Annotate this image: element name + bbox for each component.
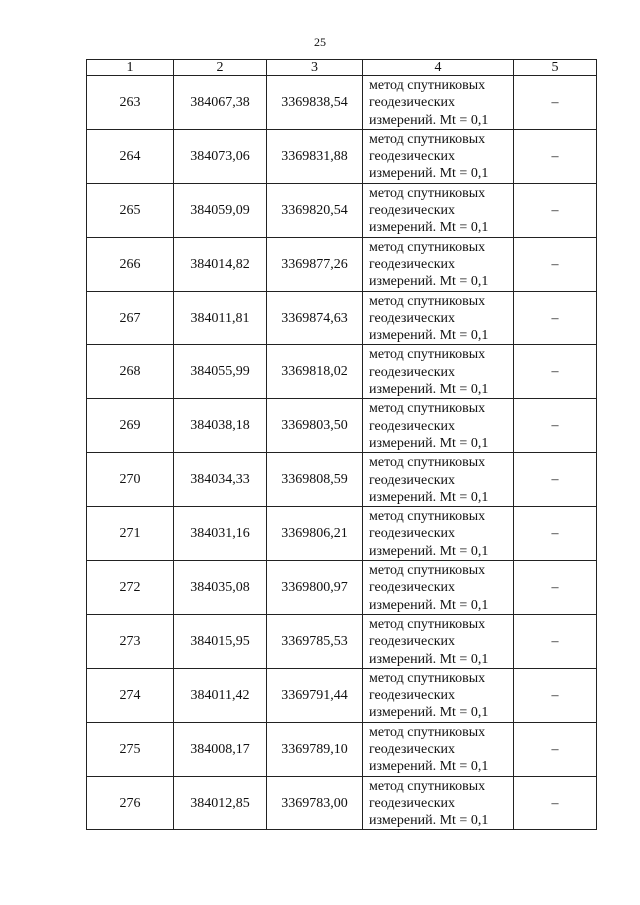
y-coordinate-cell: 3369818,02 bbox=[267, 345, 363, 399]
y-coordinate-cell: 3369806,21 bbox=[267, 507, 363, 561]
method-line-2: геодезических bbox=[369, 741, 456, 757]
method-cell bbox=[363, 614, 514, 668]
method-line-2: геодезических bbox=[369, 526, 456, 542]
note-cell: – bbox=[514, 183, 597, 237]
method-cell bbox=[363, 507, 514, 561]
method-line-3: измерений. Mt = 0,1 bbox=[369, 651, 489, 667]
method-line-2: геодезических bbox=[369, 364, 456, 380]
method-line-2: геодезических bbox=[369, 95, 456, 111]
method-line-3: измерений. Mt = 0,1 bbox=[369, 274, 489, 290]
x-coordinate-cell: 384038,18 bbox=[174, 399, 267, 453]
page-number: 25 bbox=[314, 35, 326, 49]
method-line-3: измерений. Mt = 0,1 bbox=[369, 328, 489, 344]
y-coordinate-cell: 3369808,59 bbox=[267, 453, 363, 507]
method-line-2: геодезических bbox=[369, 795, 456, 811]
method-line-3: измерений. Mt = 0,1 bbox=[369, 435, 489, 451]
point-number-cell: 263 bbox=[87, 76, 174, 130]
note-cell: – bbox=[514, 291, 597, 345]
method-cell bbox=[363, 129, 514, 183]
method-line-2: геодезических bbox=[369, 149, 456, 165]
y-coordinate-cell: 3369877,26 bbox=[267, 237, 363, 291]
method-line-2: геодезических bbox=[369, 310, 456, 326]
header-col-1: 1 bbox=[87, 60, 174, 76]
method-line-2: геодезических bbox=[369, 203, 456, 219]
y-coordinate-cell: 3369789,10 bbox=[267, 722, 363, 776]
note-cell: – bbox=[514, 561, 597, 615]
y-coordinate-cell: 3369785,53 bbox=[267, 614, 363, 668]
note-cell: – bbox=[514, 76, 597, 130]
table-row bbox=[87, 76, 597, 130]
point-number-cell: 269 bbox=[87, 399, 174, 453]
table-row bbox=[87, 507, 597, 561]
method-cell bbox=[363, 291, 514, 345]
method-line-3: измерений. Mt = 0,1 bbox=[369, 382, 489, 398]
method-line-1: метод спутниковых bbox=[369, 724, 486, 740]
method-line-1: метод спутниковых bbox=[369, 185, 486, 201]
x-coordinate-cell: 384067,38 bbox=[174, 76, 267, 130]
point-number-cell: 265 bbox=[87, 183, 174, 237]
method-cell bbox=[363, 561, 514, 615]
method-line-3: измерений. Mt = 0,1 bbox=[369, 813, 489, 829]
table-row bbox=[87, 776, 597, 830]
note-cell: – bbox=[514, 237, 597, 291]
table-header-row bbox=[87, 60, 597, 76]
method-line-1: метод спутниковых bbox=[369, 563, 486, 579]
x-coordinate-cell: 384059,09 bbox=[174, 183, 267, 237]
header-col-2: 2 bbox=[174, 60, 267, 76]
method-line-1: метод спутниковых bbox=[369, 78, 486, 93]
header-col-3: 3 bbox=[267, 60, 363, 76]
y-coordinate-cell: 3369783,00 bbox=[267, 776, 363, 830]
x-coordinate-cell: 384014,82 bbox=[174, 237, 267, 291]
method-line-1: метод спутниковых bbox=[369, 293, 486, 309]
point-number-cell: 272 bbox=[87, 561, 174, 615]
method-cell bbox=[363, 722, 514, 776]
coordinates-table bbox=[86, 59, 597, 830]
y-coordinate-cell: 3369820,54 bbox=[267, 183, 363, 237]
table-row bbox=[87, 399, 597, 453]
method-line-1: метод спутниковых bbox=[369, 670, 486, 686]
point-number-cell: 275 bbox=[87, 722, 174, 776]
method-line-3: измерений. Mt = 0,1 bbox=[369, 759, 489, 775]
table-row bbox=[87, 129, 597, 183]
table-row bbox=[87, 453, 597, 507]
method-cell bbox=[363, 668, 514, 722]
x-coordinate-cell: 384008,17 bbox=[174, 722, 267, 776]
header-col-5: 5 bbox=[514, 60, 597, 76]
table-row bbox=[87, 345, 597, 399]
x-coordinate-cell: 384012,85 bbox=[174, 776, 267, 830]
note-cell: – bbox=[514, 399, 597, 453]
point-number-cell: 273 bbox=[87, 614, 174, 668]
x-coordinate-cell: 384034,33 bbox=[174, 453, 267, 507]
method-line-1: метод спутниковых bbox=[369, 778, 486, 794]
table-row bbox=[87, 291, 597, 345]
method-line-3: измерений. Mt = 0,1 bbox=[369, 489, 489, 505]
x-coordinate-cell: 384073,06 bbox=[174, 129, 267, 183]
y-coordinate-cell: 3369831,88 bbox=[267, 129, 363, 183]
method-line-2: геодезических bbox=[369, 472, 456, 488]
method-line-2: геодезических bbox=[369, 688, 456, 704]
method-line-1: метод спутниковых bbox=[369, 239, 486, 255]
method-line-3: измерений. Mt = 0,1 bbox=[369, 112, 489, 128]
x-coordinate-cell: 384035,08 bbox=[174, 561, 267, 615]
y-coordinate-cell: 3369803,50 bbox=[267, 399, 363, 453]
point-number-cell: 267 bbox=[87, 291, 174, 345]
note-cell: – bbox=[514, 668, 597, 722]
table-row bbox=[87, 614, 597, 668]
note-cell: – bbox=[514, 776, 597, 830]
point-number-cell: 268 bbox=[87, 345, 174, 399]
method-cell bbox=[363, 76, 514, 130]
point-number-cell: 270 bbox=[87, 453, 174, 507]
table-row bbox=[87, 668, 597, 722]
method-cell bbox=[363, 237, 514, 291]
table-row bbox=[87, 722, 597, 776]
method-line-3: измерений. Mt = 0,1 bbox=[369, 220, 489, 236]
x-coordinate-cell: 384031,16 bbox=[174, 507, 267, 561]
y-coordinate-cell: 3369874,63 bbox=[267, 291, 363, 345]
method-line-1: метод спутниковых bbox=[369, 401, 486, 417]
method-line-2: геодезических bbox=[369, 418, 456, 434]
method-cell bbox=[363, 399, 514, 453]
method-line-3: измерений. Mt = 0,1 bbox=[369, 543, 489, 559]
x-coordinate-cell: 384055,99 bbox=[174, 345, 267, 399]
method-cell bbox=[363, 776, 514, 830]
note-cell: – bbox=[514, 345, 597, 399]
method-cell bbox=[363, 345, 514, 399]
note-cell: – bbox=[514, 129, 597, 183]
table-row bbox=[87, 561, 597, 615]
point-number-cell: 264 bbox=[87, 129, 174, 183]
method-line-3: измерений. Mt = 0,1 bbox=[369, 166, 489, 182]
table-body bbox=[87, 76, 597, 830]
point-number-cell: 266 bbox=[87, 237, 174, 291]
method-line-3: измерений. Mt = 0,1 bbox=[369, 705, 489, 721]
y-coordinate-cell: 3369838,54 bbox=[267, 76, 363, 130]
table-row bbox=[87, 183, 597, 237]
method-line-1: метод спутниковых bbox=[369, 509, 486, 525]
point-number-cell: 274 bbox=[87, 668, 174, 722]
method-line-1: метод спутниковых bbox=[369, 455, 486, 471]
method-line-1: метод спутниковых bbox=[369, 616, 486, 632]
x-coordinate-cell: 384011,81 bbox=[174, 291, 267, 345]
method-cell bbox=[363, 183, 514, 237]
point-number-cell: 271 bbox=[87, 507, 174, 561]
method-line-2: геодезических bbox=[369, 634, 456, 650]
point-number-cell: 276 bbox=[87, 776, 174, 830]
method-cell bbox=[363, 453, 514, 507]
method-line-3: измерений. Mt = 0,1 bbox=[369, 597, 489, 613]
y-coordinate-cell: 3369800,97 bbox=[267, 561, 363, 615]
x-coordinate-cell: 384015,95 bbox=[174, 614, 267, 668]
note-cell: – bbox=[514, 453, 597, 507]
method-line-1: метод спутниковых bbox=[369, 347, 486, 363]
note-cell: – bbox=[514, 614, 597, 668]
note-cell: – bbox=[514, 507, 597, 561]
table-row bbox=[87, 237, 597, 291]
method-line-2: геодезических bbox=[369, 256, 456, 272]
method-line-1: метод спутниковых bbox=[369, 131, 486, 147]
header-col-4: 4 bbox=[363, 60, 514, 76]
note-cell: – bbox=[514, 722, 597, 776]
x-coordinate-cell: 384011,42 bbox=[174, 668, 267, 722]
y-coordinate-cell: 3369791,44 bbox=[267, 668, 363, 722]
method-line-2: геодезических bbox=[369, 580, 456, 596]
